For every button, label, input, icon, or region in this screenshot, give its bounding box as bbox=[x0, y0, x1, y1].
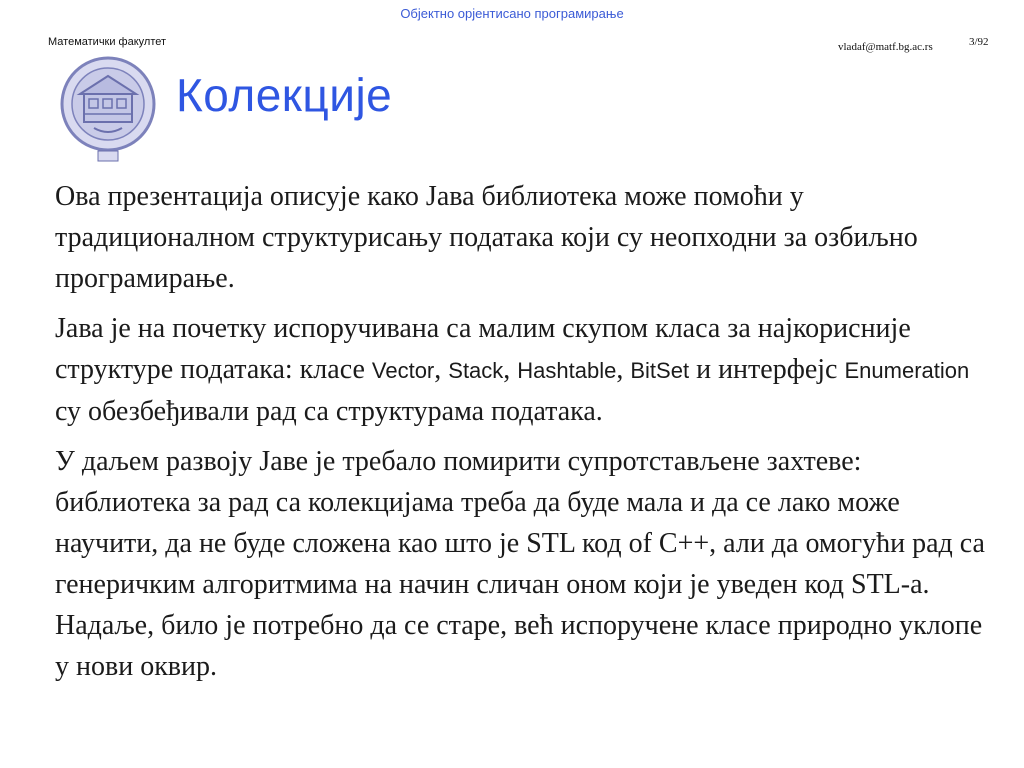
author-email: vladaf@matf.bg.ac.rs bbox=[838, 41, 933, 53]
class-hashtable: Hashtable bbox=[517, 358, 617, 383]
class-bitset: BitSet bbox=[630, 358, 690, 383]
faculty-name: Математички факултет bbox=[48, 36, 167, 48]
p2-separator: , bbox=[503, 354, 518, 385]
course-title: Објектно орјентисано програмирање bbox=[400, 6, 624, 21]
p2-text-b: и интерфејс bbox=[689, 354, 845, 385]
slide-body bbox=[55, 176, 1000, 696]
paragraph-legacy-classes bbox=[55, 308, 1000, 432]
faculty-seal-logo bbox=[58, 54, 158, 166]
class-vector: Vector bbox=[371, 358, 435, 383]
p2-separator: , bbox=[616, 354, 631, 385]
p2-text-a: Јава је на почетку испоручивана са малим скупом класа за најкорисније структуре података: класе bbox=[55, 313, 911, 385]
p2-text-c: су обезбеђивали рад са структурама података. bbox=[55, 396, 603, 427]
slide-title: Колекције bbox=[176, 69, 393, 121]
interface-enumeration: Enumeration bbox=[844, 358, 970, 383]
paragraph-intro: Ова презентација описује како Јава библиотека може помоћи у традиционалном структурисању података који су неопходни за озбиљно програмирање. bbox=[55, 181, 918, 294]
page-number: 3/92 bbox=[969, 36, 989, 48]
p2-separator: , bbox=[434, 354, 449, 385]
paragraph-requirements: У даљем развоју Јаве је требало помирити супротстављене захтеве: библиотека за рад са колекцијама треба да буде мала и да се лако може научити, да не буде сложена као што је STL код of C++, али да омогући рад са генеричким алгоритмима на начин сличан оном који је уведен код STL-а. Надаље, било је потребно да се старе, већ испоручене класе природно уклопе у нови оквир. bbox=[55, 446, 985, 682]
class-stack: Stack bbox=[448, 358, 504, 383]
